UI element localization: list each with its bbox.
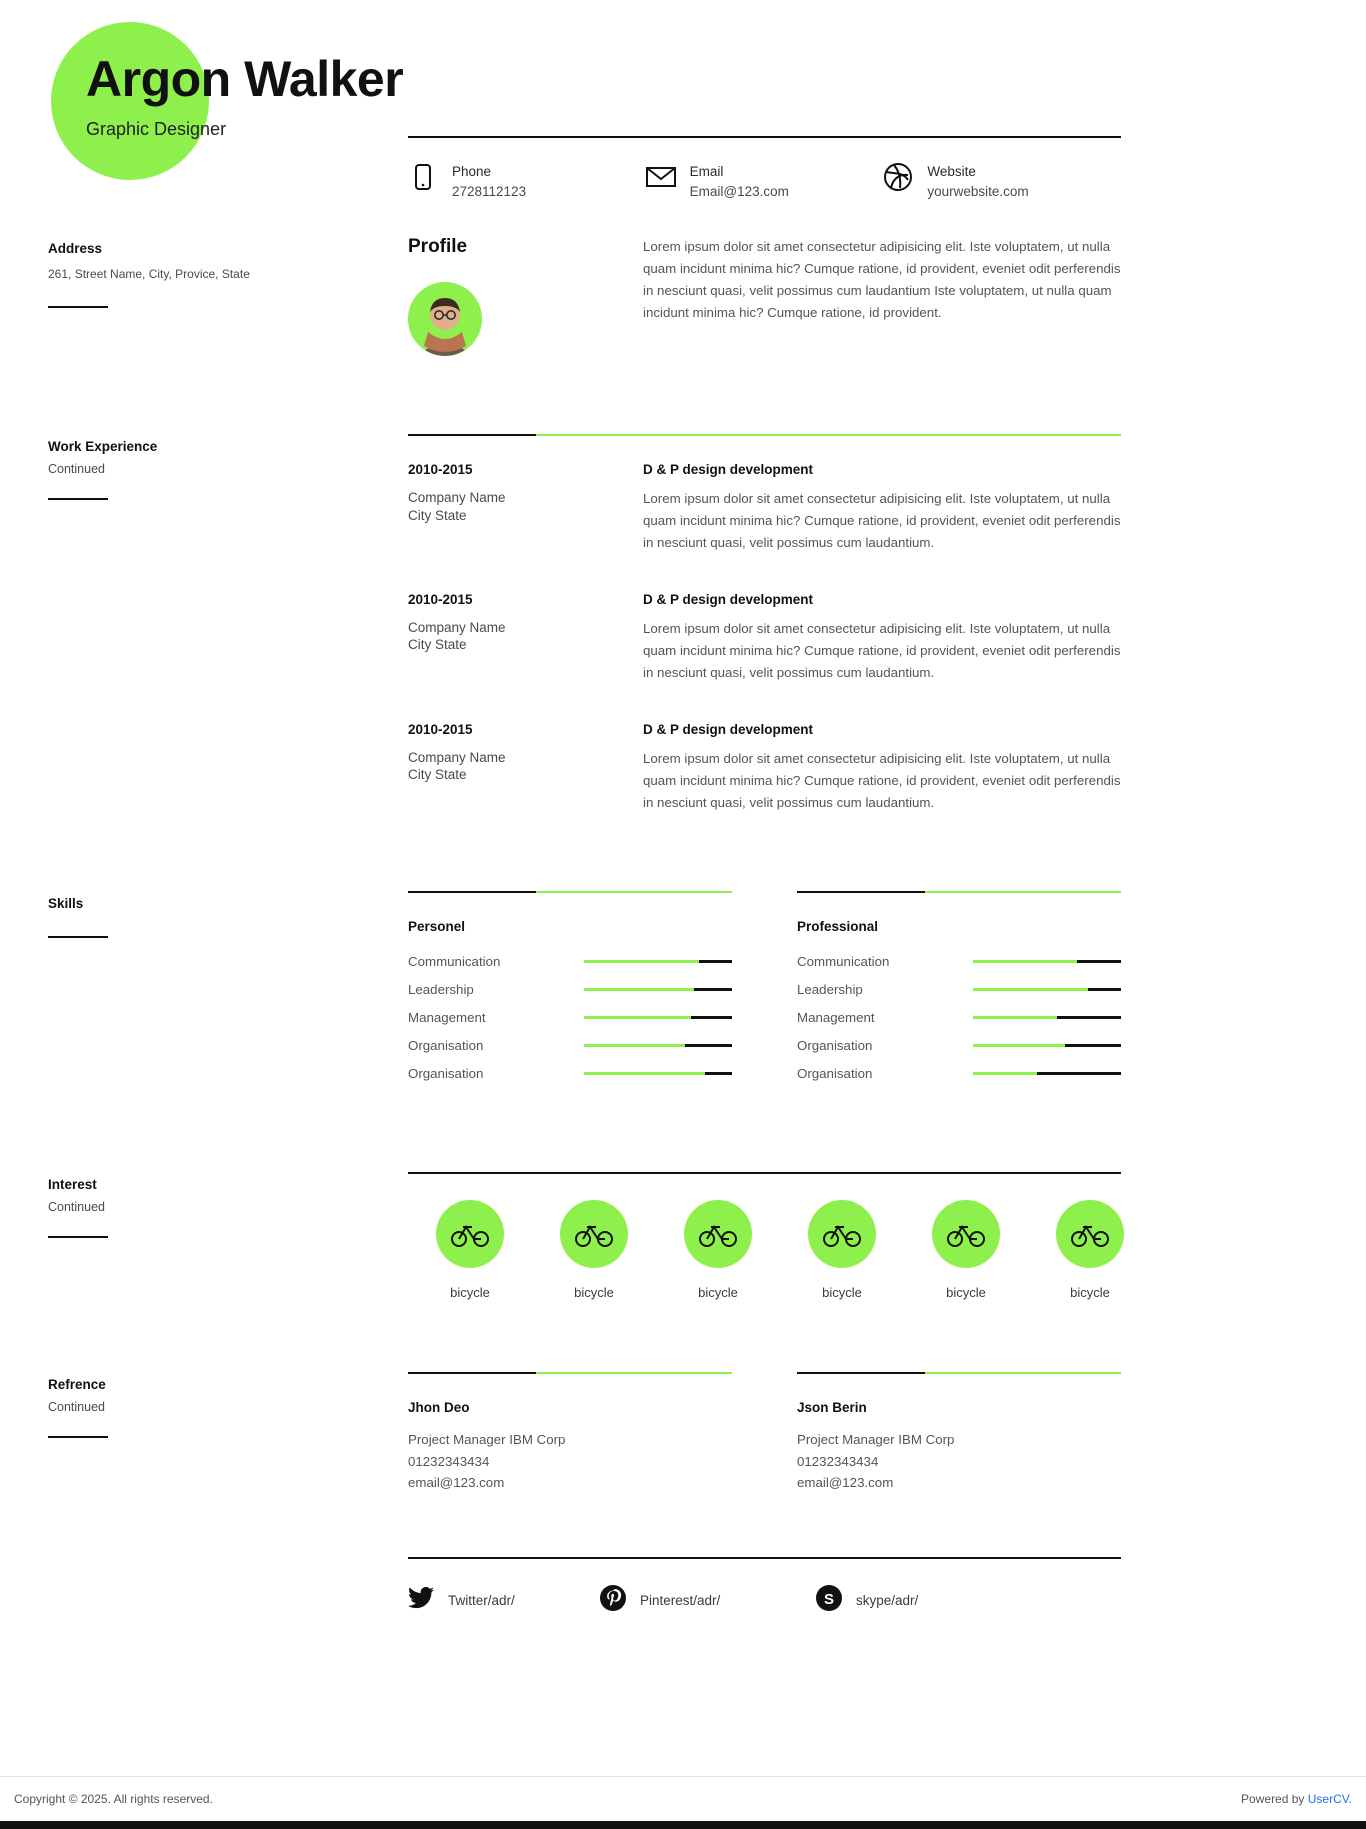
skill-bar xyxy=(973,1044,1121,1047)
interest-label: bicycle xyxy=(822,1285,862,1301)
page-footer xyxy=(0,1776,1366,1821)
contact-website[interactable] xyxy=(883,162,1121,203)
contact-phone-value: 2728112123 xyxy=(452,184,527,200)
social-label-pinterest: Pinterest/adr/ xyxy=(640,1593,721,1609)
work-item-date: 2010-2015 xyxy=(408,462,473,477)
skill-row xyxy=(408,1010,732,1025)
interest-side-rule xyxy=(48,1236,108,1238)
reference-divider xyxy=(797,1372,1121,1374)
skill-name: Management xyxy=(797,1010,875,1026)
interest-label: bicycle xyxy=(450,1285,490,1301)
work-item-city: City State xyxy=(408,637,467,653)
resume-header xyxy=(0,0,1366,200)
svg-text:S: S xyxy=(823,1591,835,1609)
address-rule xyxy=(48,306,108,308)
work-item-city: City State xyxy=(408,767,467,783)
skill-name: Communication xyxy=(408,954,501,970)
bicycle-icon xyxy=(684,1200,752,1268)
job-role: Graphic Designer xyxy=(86,119,227,139)
skill-name: Organisation xyxy=(797,1038,873,1054)
social-section xyxy=(0,1557,1366,1616)
social-label-skype: skype/adr/ xyxy=(856,1593,919,1609)
contact-strip xyxy=(408,136,1121,203)
work-item-date: 2010-2015 xyxy=(408,591,473,607)
skill-group-divider xyxy=(797,891,1121,893)
contact-email-value: Email@123.com xyxy=(689,184,789,200)
skill-bar xyxy=(973,988,1121,991)
profile-heading xyxy=(408,236,467,258)
profile-section xyxy=(0,236,1366,356)
skill-row xyxy=(408,1066,732,1081)
work-side-block xyxy=(48,434,408,851)
work-item-title: D & P design development xyxy=(643,721,814,737)
reference-email: email@123.com xyxy=(408,1474,505,1490)
reference-email: email@123.com xyxy=(797,1474,894,1490)
contact-website-value: yourwebsite.com xyxy=(927,184,1029,200)
work-item xyxy=(408,722,1121,814)
work-side-rule xyxy=(48,498,108,500)
skill-bar xyxy=(584,1072,732,1075)
work-item xyxy=(408,462,1121,554)
work-divider xyxy=(408,434,1121,436)
interest-label: bicycle xyxy=(574,1285,614,1301)
interest-item xyxy=(532,1200,656,1300)
contact-email[interactable] xyxy=(646,162,884,203)
skill-name: Management xyxy=(408,1010,486,1026)
interest-divider xyxy=(408,1172,1121,1174)
contact-phone-label: Phone xyxy=(452,164,492,179)
work-item-title: D & P design development xyxy=(643,462,814,477)
skill-row xyxy=(408,982,732,997)
address-block xyxy=(48,236,408,356)
interest-label: bicycle xyxy=(946,1285,986,1301)
reference-side-sub: Continued xyxy=(48,1400,105,1415)
profile-heading-text: Profile xyxy=(408,236,468,257)
footer-powered-prefix: Powered by xyxy=(1241,1792,1308,1806)
interest-item xyxy=(1028,1200,1152,1300)
work-side-sub: Continued xyxy=(48,461,105,476)
address-lines: 261, Street Name, City, Provice, State xyxy=(48,266,250,281)
skill-row xyxy=(408,1038,732,1053)
work-section xyxy=(0,434,1366,851)
skype-icon xyxy=(816,1585,842,1616)
skill-group-divider xyxy=(408,891,732,893)
twitter-icon xyxy=(408,1587,434,1614)
social-link-pinterest[interactable] xyxy=(600,1585,790,1616)
interest-side-sub: Continued xyxy=(48,1200,105,1215)
skill-bar xyxy=(973,1016,1121,1019)
bottom-bar xyxy=(0,1821,1366,1829)
work-item-company: Company Name xyxy=(408,490,506,505)
skill-group xyxy=(408,891,732,1094)
address-title: Address xyxy=(48,241,103,256)
bicycle-icon xyxy=(436,1200,504,1268)
skills-side-block xyxy=(48,891,408,1094)
interest-section xyxy=(0,1172,1366,1300)
work-side-title: Work Experience xyxy=(48,439,158,454)
work-item-company: Company Name xyxy=(408,619,506,635)
avatar-photo xyxy=(408,282,482,356)
website-icon xyxy=(883,162,913,192)
skill-name: Organisation xyxy=(797,1066,873,1082)
social-divider xyxy=(408,1557,1121,1559)
reference-side-block xyxy=(48,1372,408,1493)
reference-section xyxy=(0,1372,1366,1493)
reference-side-title: Refrence xyxy=(48,1377,106,1393)
reference-item xyxy=(797,1372,1121,1493)
interest-label: bicycle xyxy=(698,1285,738,1301)
interest-side-block xyxy=(48,1172,408,1300)
skill-name: Leadership xyxy=(408,982,474,998)
skill-row xyxy=(797,1066,1121,1081)
contact-phone[interactable] xyxy=(408,162,646,203)
work-item-company: Company Name xyxy=(408,749,506,765)
contact-divider xyxy=(408,136,1121,138)
skill-group-title: Personel xyxy=(408,919,466,935)
profile-text: Lorem ipsum dolor sit amet consectetur adipisicing elit. Iste voluptatem, ut nulla quam incidunt minima hic? Cumque ratione, id provident, eveniet odit perferendis in nesciunt quasi, velit possimus cum laudantium Iste voluptatem, ut nulla quam incidunt minima hic? Cumque ratione, id provident. xyxy=(643,239,1121,320)
work-item-date: 2010-2015 xyxy=(408,721,473,737)
interest-label: bicycle xyxy=(1070,1285,1110,1301)
name-block xyxy=(86,52,403,140)
skill-name: Communication xyxy=(797,954,890,970)
skill-row xyxy=(408,954,732,969)
interest-item xyxy=(656,1200,780,1300)
skills-side-title: Skills xyxy=(48,896,84,912)
work-item-desc: Lorem ipsum dolor sit amet consectetur adipisicing elit. Iste voluptatem, ut nulla quam incidunt minima hic? Cumque ratione, id provident, eveniet odit perferendis in nesciunt quasi, velit possimus cum laudantium. xyxy=(643,620,1121,680)
skill-group xyxy=(797,891,1121,1094)
pinterest-icon xyxy=(600,1585,626,1616)
contact-website-label: Website xyxy=(927,164,976,179)
skill-name: Organisation xyxy=(408,1038,484,1054)
footer-copyright: Copyright © 2025. All rights reserved. xyxy=(14,1792,213,1806)
work-item-desc: Lorem ipsum dolor sit amet consectetur adipisicing elit. Iste voluptatem, ut nulla quam incidunt minima hic? Cumque ratione, id provident, eveniet odit perferendis in nesciunt quasi, velit possimus cum laudantium. xyxy=(643,750,1121,810)
reference-role: Project Manager IBM Corp xyxy=(408,1432,566,1448)
page-title: Argon Walker xyxy=(86,51,404,107)
skill-bar xyxy=(973,960,1121,963)
skill-group-title: Professional xyxy=(797,919,879,935)
skill-bar xyxy=(584,1016,732,1019)
reference-item xyxy=(408,1372,732,1493)
interest-item xyxy=(780,1200,904,1300)
contact-email-label: Email xyxy=(689,164,724,179)
bicycle-icon xyxy=(1056,1200,1124,1268)
reference-divider xyxy=(408,1372,732,1374)
phone-icon xyxy=(408,162,438,192)
skill-bar xyxy=(584,960,732,963)
interest-side-title: Interest xyxy=(48,1177,97,1193)
footer-powered-link[interactable]: UserCV. xyxy=(1307,1792,1352,1806)
interest-item xyxy=(904,1200,1028,1300)
footer-powered-by xyxy=(1241,1792,1352,1806)
reference-name: Jhon Deo xyxy=(408,1400,470,1416)
skills-side-rule xyxy=(48,936,108,938)
bicycle-icon xyxy=(932,1200,1000,1268)
work-item-city: City State xyxy=(408,507,467,523)
skills-section xyxy=(0,891,1366,1094)
reference-role: Project Manager IBM Corp xyxy=(797,1432,955,1448)
skill-name: Leadership xyxy=(797,982,863,998)
work-item-title: D & P design development xyxy=(643,591,814,607)
skill-bar xyxy=(584,988,732,991)
skill-bar xyxy=(973,1072,1121,1075)
skill-row xyxy=(797,1038,1121,1053)
interest-item xyxy=(408,1200,532,1300)
skill-row xyxy=(797,954,1121,969)
email-icon xyxy=(646,162,676,192)
social-link-skype[interactable] xyxy=(816,1585,1006,1616)
work-item xyxy=(408,592,1121,684)
bicycle-icon xyxy=(808,1200,876,1268)
skill-row xyxy=(797,1010,1121,1025)
reference-phone: 01232343434 xyxy=(408,1453,490,1469)
reference-side-rule xyxy=(48,1436,108,1438)
social-link-twitter[interactable] xyxy=(408,1587,598,1614)
reference-phone: 01232343434 xyxy=(797,1453,879,1469)
skill-bar xyxy=(584,1044,732,1047)
work-item-desc: Lorem ipsum dolor sit amet consectetur adipisicing elit. Iste voluptatem, ut nulla quam incidunt minima hic? Cumque ratione, id provident, eveniet odit perferendis in nesciunt quasi, velit possimus cum laudantium. xyxy=(643,491,1121,550)
skill-row xyxy=(797,982,1121,997)
social-label-twitter: Twitter/adr/ xyxy=(448,1593,515,1609)
avatar xyxy=(408,282,482,356)
bicycle-icon xyxy=(560,1200,628,1268)
skill-name: Organisation xyxy=(408,1066,484,1082)
reference-name: Json Berin xyxy=(797,1400,867,1416)
